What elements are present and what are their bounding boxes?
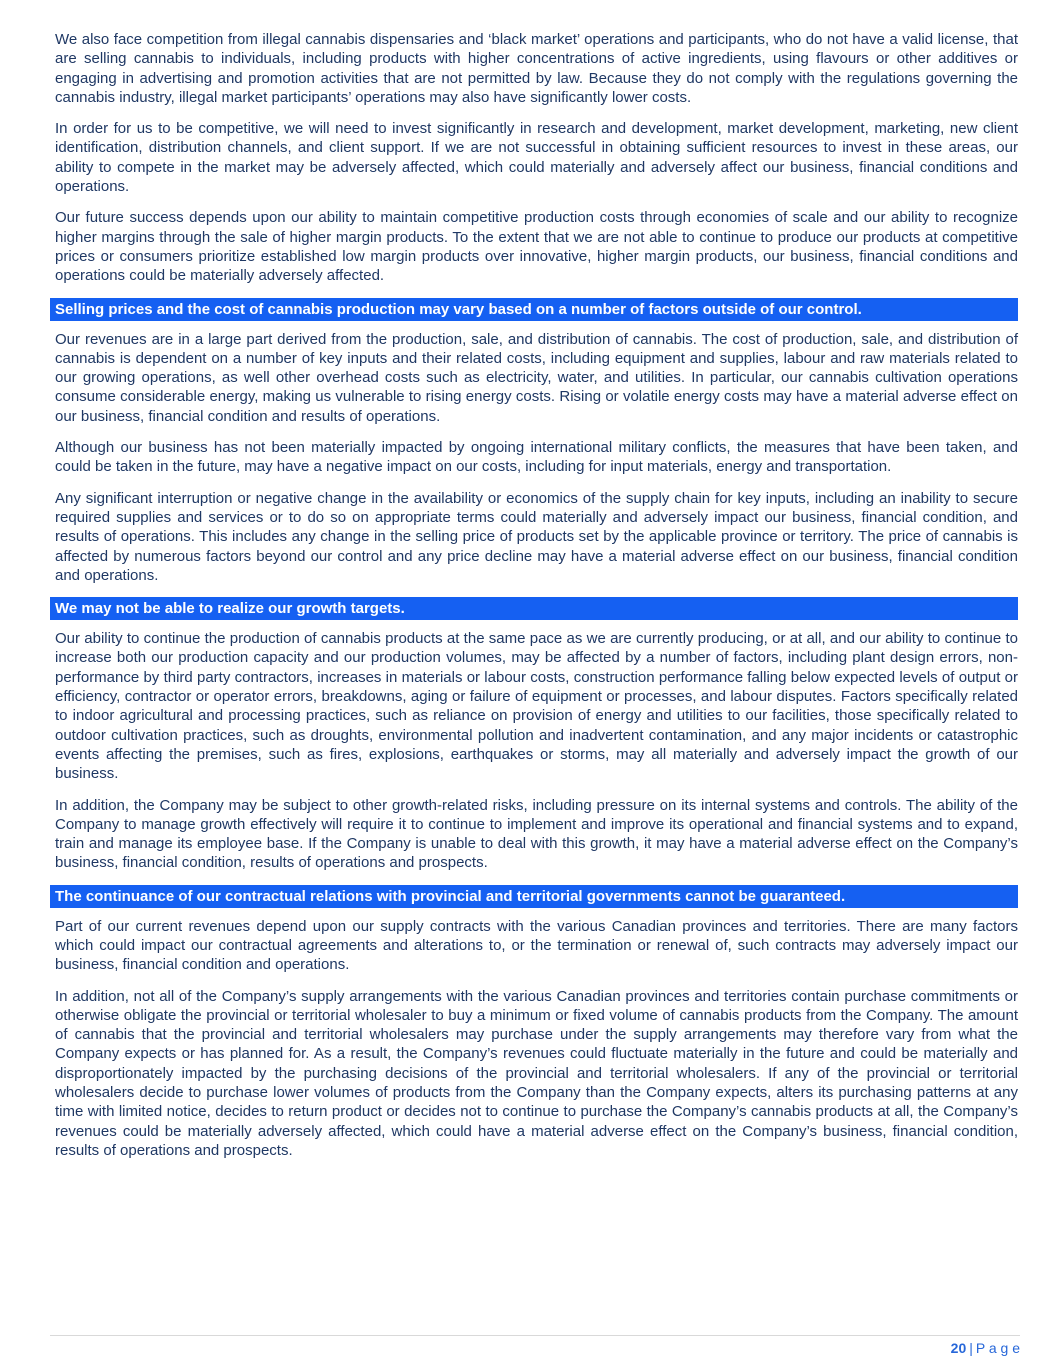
page-number: 20: [950, 1340, 967, 1356]
document-body: [50, 30, 1018, 1172]
footer-separator: |: [969, 1340, 973, 1356]
paragraph: Our ability to continue the production of cannabis products at the same pace as we are currently producing, or at all, and our ability to continue to increase both our production capacity and our production volumes, may be affected by a number of factors, including plant design errors, non-performance by third party contractors, increases in materials or labour costs, construction performance falling below expected levels of output or efficiency, contractor or operator errors, breakdowns, aging or failure of equipment or processes, and labour disputes. Factors specifically related to indoor agricultural and processing practices, such as reliance on provision of energy and utilities to our facilities, those specifically related to outdoor cultivation practices, such as droughts, environmental pollution and inadvertent contamination, and any major incidents or catastrophic events affecting the premises, such as fires, explosions, earthquakes or storms, may all materially and adversely impact the growth of our business.: [55, 630, 1018, 783]
paragraph: Any significant interruption or negative change in the availability or economics of the supply chain for key inputs, including an inability to secure required supplies and services or to do so on appropriate terms could materially and adversely impact our business, financial condition, and results of operations. This includes any change in the selling price of products set by the applicable province or territory. The price of cannabis is affected by numerous factors beyond our control and any price decline may have a material adverse effect on our business, financial condition and operations.: [55, 489, 1018, 584]
paragraph: In order for us to be competitive, we will need to invest significantly in research and development, market development, marketing, new client identification, distribution channels, and client support. If we are not successful in obtaining sufficient resources to invest in these areas, our ability to compete in the market may be adversely affected, which could materially and adversely affect our business, financial conditions and operations.: [55, 120, 1018, 196]
paragraph: Part of our current revenues depend upon our supply contracts with the various Canadian provinces and territories. There are many factors which could impact our contractual agreements and alterations to, or the termination or renewal of, such contracts may adversely impact our business, financial condition and operations.: [55, 917, 1018, 974]
risk-section-heading: The continuance of our contractual relations with provincial and territorial governments cannot be guaranteed.: [50, 885, 1018, 908]
page-word: P a g e: [975, 1340, 1020, 1356]
paragraph: Our future success depends upon our ability to maintain competitive production costs through economies of scale and our ability to recognize higher margins through the sale of higher margin products. To the extent that we are not able to continue to produce our products at competitive prices or consumers prioritize established low margin products over innovative, higher margin products, our business, financial conditions and operations could be materially adversely affected.: [55, 209, 1018, 285]
paragraph: We also face competition from illegal cannabis dispensaries and ‘black market’ operations and participants, who do not have a valid license, that are selling cannabis to individuals, including products with higher concentrations of active ingredients, using flavours or other additives or engaging in advertising and promotion activities that are not permitted by law. Because they do not comply with the regulations governing the cannabis industry, illegal market participants’ operations may also have significantly lower costs.: [55, 31, 1018, 106]
page-footer: [50, 1335, 1020, 1356]
paragraph: Our revenues are in a large part derived from the production, sale, and distribution of cannabis. The cost of production, sale, and distribution of cannabis is dependent on a number of key inputs and their related costs, including equipment and supplies, labour and raw materials related to our growing operations, as well other overhead costs such as electricity, water, and utilities. In particular, our cannabis cultivation operations consume considerable energy, making us vulnerable to rising energy costs. Rising or volatile energy costs may have a material adverse effect on our business, financial condition and results of operations.: [55, 330, 1018, 425]
paragraph: In addition, the Company may be subject to other growth-related risks, including pressure on its internal systems and controls. The ability of the Company to manage growth effectively will require it to continue to implement and improve its operational and financial systems and to expand, train and manage its employee base. If the Company is unable to deal with this growth, it may have a material adverse effect on the Company’s business, financial condition, results of operations and prospects.: [55, 796, 1018, 872]
risk-section-heading: We may not be able to realize our growth targets.: [50, 597, 1018, 620]
paragraph: Although our business has not been materially impacted by ongoing international military conflicts, the measures that have been taken, and could be taken in the future, may have a negative impact on our costs, including for input materials, energy and transportation.: [55, 439, 1018, 476]
paragraph: In addition, not all of the Company’s supply arrangements with the various Canadian provinces and territories contain purchase commitments or otherwise obligate the provincial or territorial wholesaler to buy a minimum or fixed volume of cannabis products from the Company. The amount of cannabis that the provincial and territorial wholesalers may purchase under the supply arrangements may therefore vary from what the Company expects or has planned for. As a result, the Company’s revenues could fluctuate materially in the future and could be materially and disproportionately impacted by the purchasing decisions of the provincial and territorial wholesalers. If any of the provincial or territorial wholesalers decide to purchase lower volumes of products from the Company than the Company expects, alters its purchasing patterns at any time with limited notice, decides to return product or decides not to continue to purchase the Company’s cannabis products at all, the Company’s revenues could be materially adversely affected, which could have a material adverse effect on the Company’s business, financial condition, results of operations and prospects.: [55, 987, 1018, 1159]
risk-section-heading: Selling prices and the cost of cannabis production may vary based on a number of factors outside of our control.: [50, 298, 1018, 321]
